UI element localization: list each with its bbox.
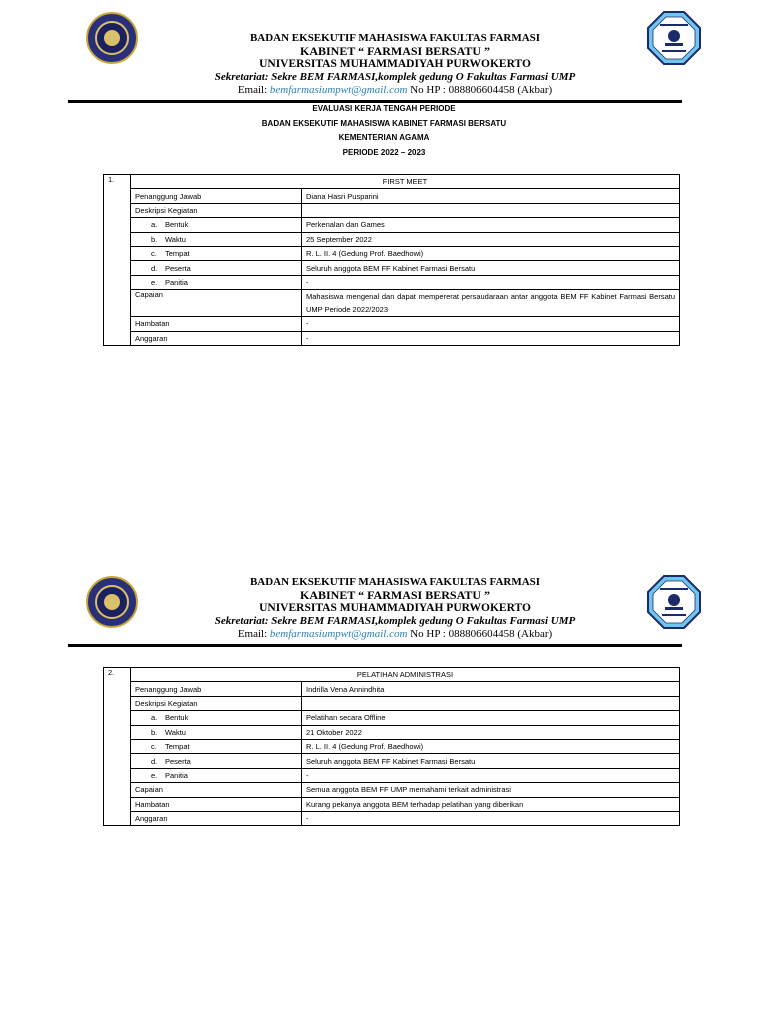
table-row [104, 232, 680, 246]
label-peserta: d. Peserta [131, 261, 302, 275]
letterhead-2 [0, 564, 768, 664]
document-titles [0, 102, 768, 160]
university-seal-logo [86, 576, 138, 628]
university-name: UNIVERSITAS MUHAMMADIYAH PURWOKERTO [259, 602, 531, 614]
cabinet-name: KABINET “ FARMASI BERSATU ” [299, 588, 491, 602]
value-waktu: 21 Oktober 2022 [302, 725, 680, 739]
letterhead-1 [0, 0, 768, 100]
phone-number: No HP : 088806604458 (Akbar) [407, 84, 553, 96]
value-hambatan: Kurang pekanya anggota BEM terhadap pelatihan yang diberikan [302, 797, 680, 811]
doc-subtitle: BADAN EKSEKUTIF MAHASISWA KABINET FARMASI BERSATU [261, 118, 507, 128]
table-row [104, 783, 680, 797]
activity-title: FIRST MEET [131, 175, 680, 189]
letterhead-divider [68, 644, 682, 647]
table-row [104, 218, 680, 232]
doc-period: PERIODE 2022 – 2023 [342, 147, 426, 157]
value-capaian: Mahasiswa mengenal dan dapat mempererat persaudaraan antar anggota BEM FF Kabinet Farmasi Bersatu UMP Periode 2022/2023 [302, 290, 680, 317]
activity-table-2 [103, 667, 680, 826]
table-row [104, 682, 680, 696]
label-deskripsi: Deskripsi Kegiatan [131, 696, 302, 710]
value-panitia: - [302, 768, 680, 782]
contact-line [150, 84, 640, 97]
table-row [104, 725, 680, 739]
label-anggaran: Anggaran [131, 811, 302, 825]
bem-farmasi-logo [646, 10, 702, 66]
table-row [104, 189, 680, 203]
label-tempat: c. Tempat [131, 246, 302, 260]
table-row [104, 754, 680, 768]
table-row [104, 711, 680, 725]
label-capaian: Capaian [131, 290, 302, 317]
value-bentuk: Pelatihan secara Offline [302, 711, 680, 725]
table-row [104, 290, 680, 317]
label-panitia: e. Panitia [131, 768, 302, 782]
bem-farmasi-logo [646, 574, 702, 630]
table-row [104, 275, 680, 289]
empty-cell [302, 696, 680, 710]
value-penanggung: Indrilla Vena Annindhita [302, 682, 680, 696]
org-name: BADAN EKSEKUTIF MAHASISWA FAKULTAS FARMASI [249, 576, 541, 588]
label-tempat: c. Tempat [131, 739, 302, 753]
university-seal-logo [86, 12, 138, 64]
contact-line [150, 628, 640, 641]
table-row [104, 811, 680, 825]
table-row [104, 175, 680, 189]
label-penanggung: Penanggung Jawab [131, 682, 302, 696]
label-anggaran: Anggaran [131, 331, 302, 345]
value-capaian: Semua anggota BEM FF UMP memahami terkait administrasi [302, 783, 680, 797]
table-row [104, 331, 680, 345]
doc-ministry: KEMENTERIAN AGAMA [338, 133, 430, 142]
university-name: UNIVERSITAS MUHAMMADIYAH PURWOKERTO [259, 58, 531, 70]
value-tempat: R. L. II. 4 (Gedung Prof. Baedhowi) [302, 739, 680, 753]
table-row [104, 246, 680, 260]
label-hambatan: Hambatan [131, 317, 302, 331]
value-tempat: R. L. II. 4 (Gedung Prof. Baedhowi) [302, 246, 680, 260]
table-row [104, 317, 680, 331]
value-peserta: Seluruh anggota BEM FF Kabinet Farmasi Bersatu [302, 754, 680, 768]
email-link[interactable]: bemfarmasiumpwt@gmail.com [269, 84, 408, 96]
value-anggaran: - [302, 331, 680, 345]
label-waktu: b. Waktu [131, 725, 302, 739]
empty-cell [302, 203, 680, 217]
value-anggaran: - [302, 811, 680, 825]
value-waktu: 25 September 2022 [302, 232, 680, 246]
table-row [104, 768, 680, 782]
activity-number: 2. [104, 668, 131, 826]
email-label: Email: [237, 84, 270, 96]
table-row [104, 668, 680, 682]
org-name: BADAN EKSEKUTIF MAHASISWA FAKULTAS FARMASI [249, 32, 541, 44]
label-bentuk: a. Bentuk [131, 711, 302, 725]
activity-number: 1. [104, 175, 131, 346]
doc-title: EVALUASI KERJA TENGAH PERIODE [312, 104, 456, 113]
activity-title: PELATIHAN ADMINISTRASI [131, 668, 680, 682]
label-panitia: e. Panitia [131, 275, 302, 289]
table-row [104, 203, 680, 217]
label-hambatan: Hambatan [131, 797, 302, 811]
label-waktu: b. Waktu [131, 232, 302, 246]
label-capaian: Capaian [131, 783, 302, 797]
activity-table-1 [103, 174, 680, 346]
email-label: Email: [237, 628, 270, 640]
email-link[interactable]: bemfarmasiumpwt@gmail.com [269, 628, 408, 640]
table-row [104, 797, 680, 811]
value-penanggung: Diana Hasri Pusparini [302, 189, 680, 203]
phone-number: No HP : 088806604458 (Akbar) [407, 628, 553, 640]
table-row [104, 739, 680, 753]
table-row [104, 261, 680, 275]
value-panitia: - [302, 275, 680, 289]
secretariat-address: Sekretariat: Sekre BEM FARMASI,komplek gedung O Fakultas Farmasi UMP [214, 71, 576, 83]
label-deskripsi: Deskripsi Kegiatan [131, 203, 302, 217]
label-penanggung: Penanggung Jawab [131, 189, 302, 203]
value-bentuk: Perkenalan dan Games [302, 218, 680, 232]
value-peserta: Seluruh anggota BEM FF Kabinet Farmasi Bersatu [302, 261, 680, 275]
value-hambatan: - [302, 317, 680, 331]
cabinet-name: KABINET “ FARMASI BERSATU ” [299, 44, 491, 58]
secretariat-address: Sekretariat: Sekre BEM FARMASI,komplek gedung O Fakultas Farmasi UMP [214, 615, 576, 627]
label-peserta: d. Peserta [131, 754, 302, 768]
label-bentuk: a. Bentuk [131, 218, 302, 232]
table-row [104, 696, 680, 710]
